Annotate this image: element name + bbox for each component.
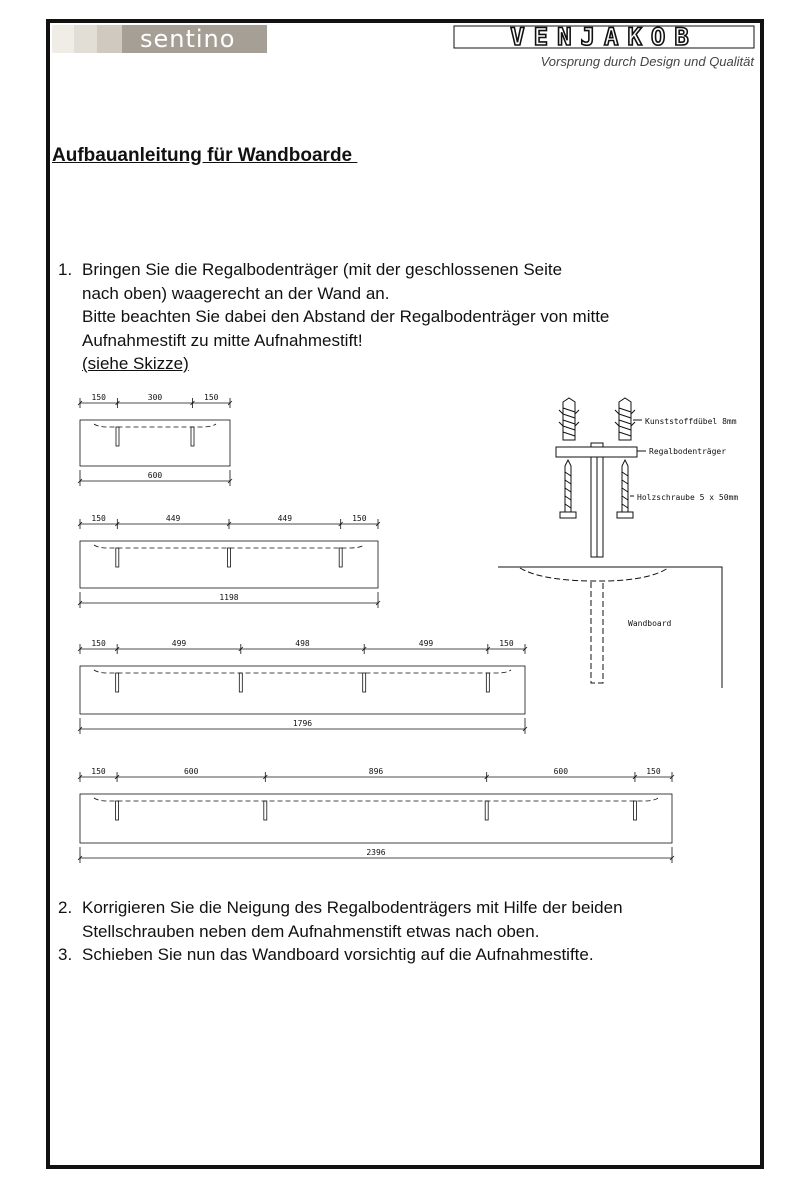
step-number: 3. [58,945,73,964]
step-2 [58,896,623,943]
dimension-label: 150 [91,393,106,402]
mounting-pin [264,801,267,820]
dimension-label: 499 [171,639,187,648]
step-number: 2. [58,898,73,917]
venjakob-logo-text: VENJAKOB [510,23,698,51]
mounting-pin [228,548,231,567]
slogan: Vorsprung durch Design und Qualität [540,54,754,69]
step-number: 1. [58,260,73,279]
board-recess [94,670,511,673]
step-2-line: Korrigieren Sie die Neigung des Regalbodenträgers mit Hilfe der beiden [82,898,623,917]
total-length-label: 1198 [219,593,239,602]
screw-left [560,460,576,518]
step-3-line: Schieben Sie nun das Wandboard vorsichtig auf die Aufnahmestifte. [82,945,594,964]
label-dowel: Kunststoffdübel 8mm [645,417,737,426]
mounting-pin [239,673,242,692]
mounting-pin [363,673,366,692]
mounting-pin [116,801,119,820]
dimension-label: 150 [499,639,514,648]
dowel-left [559,398,579,440]
step-3 [58,943,623,967]
screw-right [617,460,633,518]
mounting-pin [339,548,342,567]
dimension-label: 449 [165,514,181,523]
mounting-pin [116,548,119,567]
dimension-label: 300 [147,393,163,402]
dimension-label: 150 [91,639,106,648]
total-length-label: 2396 [366,848,386,857]
step-1-line: nach oben) waagerecht an der Wand an. [82,283,390,303]
step-1-line: Aufnahmestift zu mitte Aufnahmestift! [82,330,363,350]
dimension-label: 499 [418,639,434,648]
mounting-pin [633,801,636,820]
board-recess [94,424,216,427]
label-screw: Holzschraube 5 x 50mm [637,493,739,502]
dimension-label: 896 [368,767,384,776]
board-recess [94,798,658,801]
steps-2-3 [58,896,623,967]
dimension-label: 150 [646,767,661,776]
page-title: Aufbauanleitung für Wandboarde [52,145,358,166]
mounting-pin [191,427,194,446]
total-length-label: 600 [147,471,163,480]
total-length-label: 1796 [292,719,313,728]
dimension-label: 600 [553,767,569,776]
wandboard-outline [498,567,722,688]
mounting-pin [485,801,488,820]
label-bracket: Regalbodenträger [649,447,727,456]
step-1-line: Bringen Sie die Regalbodenträger (mit der geschlossenen Seite [82,260,563,279]
dimension-label: 600 [183,767,199,776]
bracket-plate [556,447,637,457]
step-1-line: Bitte beachten Sie dabei den Abstand der Regalbodenträger von mitte [82,307,610,326]
dimension-label: 150 [204,393,219,402]
mounting-pin [116,673,119,692]
dimension-label: 498 [295,639,310,648]
dowel-right [615,398,635,440]
dimension-label: 150 [91,767,106,776]
label-wandboard: Wandboard [628,619,672,628]
board-dimension-drawings [78,393,674,863]
step-2-line: Stellschrauben neben dem Aufnahmenstift etwas nach oben. [82,921,540,941]
sketch-reference: (siehe Skizze) [82,354,189,373]
board-recess [94,545,364,548]
mounting-pin [116,427,119,446]
dimension-label: 150 [91,514,106,523]
sentino-logo-text: sentino [122,25,267,53]
dimension-label: 150 [352,514,367,523]
dimension-label: 449 [277,514,293,523]
mounting-pin [486,673,489,692]
bracket-detail-drawing [498,398,738,688]
